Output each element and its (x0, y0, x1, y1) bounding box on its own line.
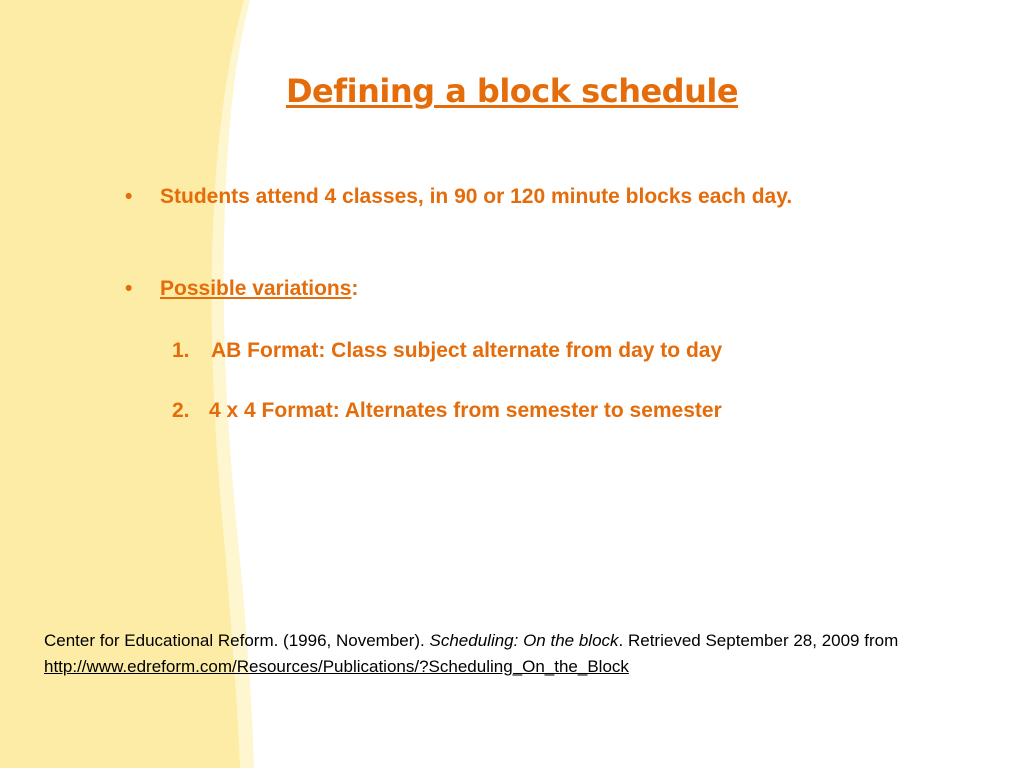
numbered-item-marker: 2. (172, 399, 190, 422)
citation-link[interactable]: http://www.edreform.com/Resources/Publications/?Scheduling_On_the_Block (44, 657, 629, 676)
possible-variations-label: Possible variations (160, 277, 352, 300)
numbered-item-marker: 1. (172, 339, 190, 362)
reference-citation (44, 628, 984, 680)
slide-title: Defining a block schedule (285, 72, 739, 110)
bullet-students-attend: Students attend 4 classes, in 90 or 120 minute blocks each day. (160, 185, 793, 208)
citation-retrieved: . Retrieved September 28, 2009 from (618, 631, 899, 650)
colon: : (351, 277, 359, 300)
numbered-item-4x4-format: 4 x 4 Format: Alternates from semester to semester (209, 399, 722, 422)
citation-text: Center for Educational Reform. (1996, November). (44, 631, 430, 650)
bullet-marker: • (125, 277, 133, 300)
citation-title: Scheduling: On the block (429, 631, 619, 650)
numbered-item-ab-format: AB Format: Class subject alternate from day to day (211, 339, 723, 362)
bullet-possible-variations (160, 274, 900, 304)
bullet-marker: • (125, 185, 133, 208)
